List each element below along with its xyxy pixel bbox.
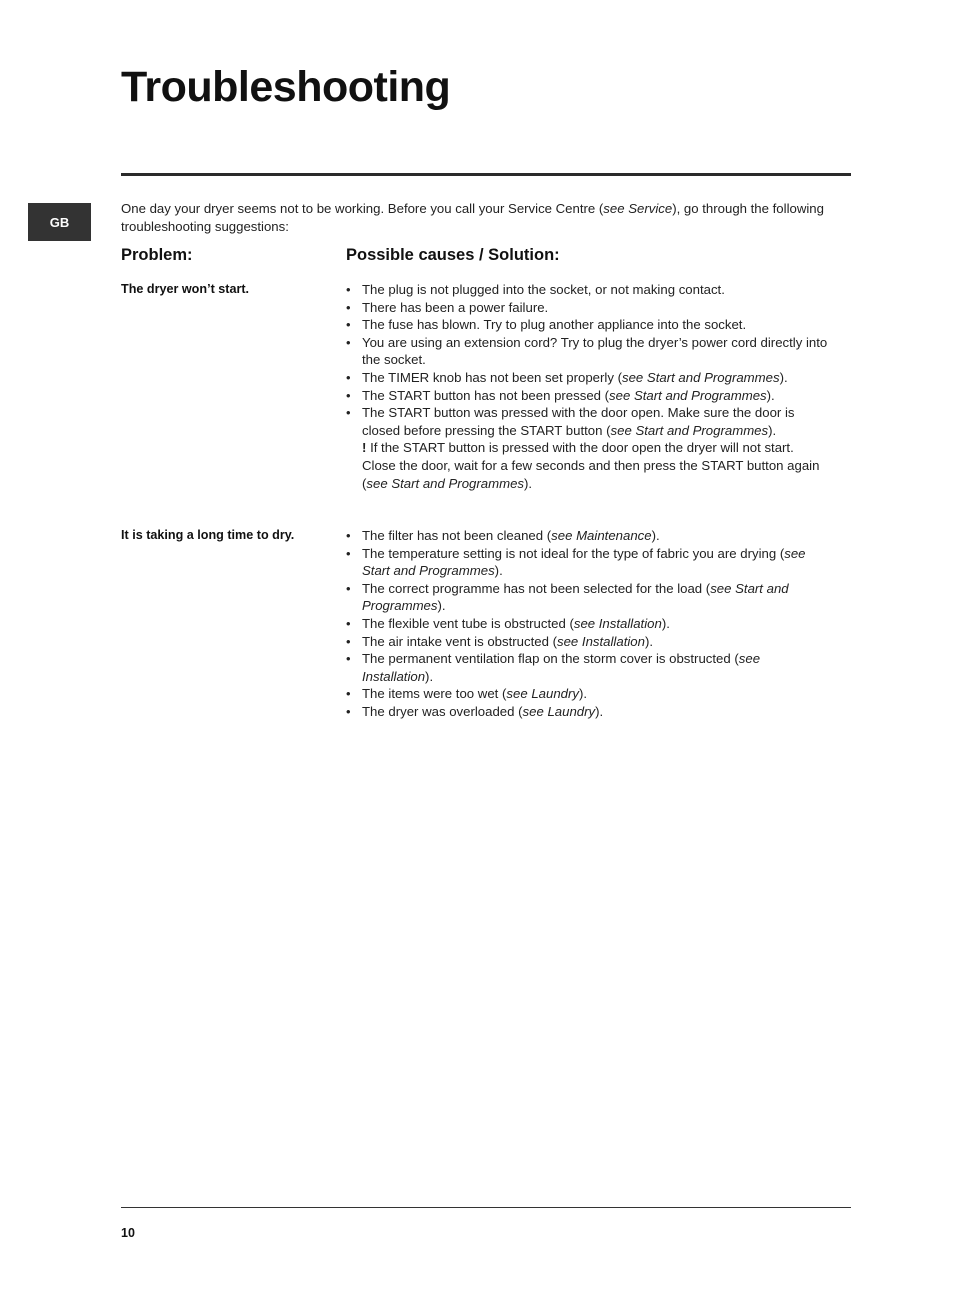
list-item: [346, 615, 831, 633]
list-item: [346, 281, 831, 299]
cause-text: The plug is not plugged into the socket, or not making contact.: [362, 282, 725, 297]
cause-text-end: ).: [651, 528, 660, 543]
cause-text: The START button has not been pressed (: [362, 387, 610, 403]
list-item: [346, 334, 831, 369]
cause-reference: see Laundry: [506, 686, 579, 702]
cause-text: There has been a power failure.: [362, 299, 549, 315]
cause-text-end: ).: [425, 668, 434, 684]
warning-note: [362, 439, 831, 492]
intro-reference: see Service: [603, 201, 673, 216]
intro-text: One day your dryer seems not to be working. Before you call your Service Centre (: [121, 201, 604, 216]
list-item: [346, 299, 831, 317]
warning-mark: !: [362, 440, 367, 456]
cause-text: The flexible vent tube is obstructed (: [362, 615, 574, 631]
page-title: Troubleshooting: [121, 63, 451, 111]
cause-text: The permanent ventilation flap on the storm cover is obstructed (: [362, 651, 739, 667]
list-item: [346, 404, 831, 492]
cause-text: The air intake vent is obstructed (: [362, 633, 557, 649]
cause-text-end: ).: [768, 422, 777, 438]
cause-reference: see Installation: [556, 633, 645, 649]
cause-text: The temperature setting is not ideal for the type of fabric you are drying (: [362, 545, 785, 561]
cause-text-end: ).: [779, 369, 788, 385]
cause-text: You are using an extension cord? Try to plug the dryer’s power cord directly into the socket.: [362, 334, 828, 368]
cause-reference: see Installation: [362, 651, 761, 684]
title-divider: [121, 173, 851, 176]
cause-text: The START button was pressed with the door open. Make sure the door is closed before pressing the START button (: [362, 405, 795, 438]
list-item: [346, 685, 831, 703]
list-item: [346, 369, 831, 387]
cause-reference: see Start and Programmes: [362, 580, 789, 614]
list-item: [346, 703, 831, 721]
cause-text-end: ).: [578, 686, 588, 702]
intro-text-end: ), go through the following troubleshooting suggestions:: [121, 201, 824, 234]
language-tab: GB: [28, 203, 91, 241]
cause-text: The dryer was overloaded (: [362, 703, 523, 719]
list-item: [346, 580, 831, 615]
cause-text: The TIMER knob has not been set properly (: [362, 369, 622, 385]
cause-text: The filter has not been cleaned (: [362, 528, 552, 543]
cause-reference: see Maintenance: [551, 528, 652, 543]
page-number: 10: [121, 1226, 135, 1240]
cause-text-end: ).: [494, 563, 503, 579]
note-text-end: ).: [524, 475, 533, 491]
list-item: [346, 527, 831, 545]
cause-text-end: ).: [766, 387, 775, 403]
list-item: [346, 316, 831, 334]
cause-text-end: ).: [437, 598, 446, 614]
list-item: [346, 633, 831, 651]
cause-text: The items were too wet (: [362, 686, 507, 702]
list-item: [346, 545, 831, 580]
problem-title: The dryer won’t start.: [121, 282, 250, 296]
note-reference: see Start and Programmes: [366, 475, 524, 491]
list-item: [346, 650, 831, 685]
cause-reference: see Start and Programmes: [610, 422, 769, 438]
problem-title: It is taking a long time to dry.: [121, 528, 295, 542]
solution-column-header: Possible causes / Solution:: [346, 246, 560, 264]
cause-reference: see Start and Programmes: [621, 369, 780, 385]
cause-text: The correct programme has not been selected for the load (: [362, 580, 711, 596]
cause-reference: see Laundry: [522, 703, 596, 719]
cause-text-end: ).: [661, 615, 670, 631]
intro-paragraph: [121, 200, 831, 236]
problem-column-header: Problem:: [121, 246, 193, 264]
footer-divider: [121, 1207, 851, 1208]
list-item: [346, 387, 831, 405]
causes-list: [346, 281, 831, 492]
causes-list: [346, 527, 831, 721]
cause-reference: see Installation: [573, 615, 662, 631]
cause-reference: see Start and Programmes: [362, 545, 806, 579]
cause-text-end: ).: [595, 703, 604, 719]
note-text: If the START button is pressed with the door open the dryer will not start. Close the door, wait for a few seconds and then press the START button again (: [362, 440, 820, 491]
cause-text: The fuse has blown. Try to plug another appliance into the socket.: [362, 317, 747, 333]
cause-reference: see Start and Programmes: [609, 387, 767, 403]
cause-text-end: ).: [644, 633, 654, 649]
